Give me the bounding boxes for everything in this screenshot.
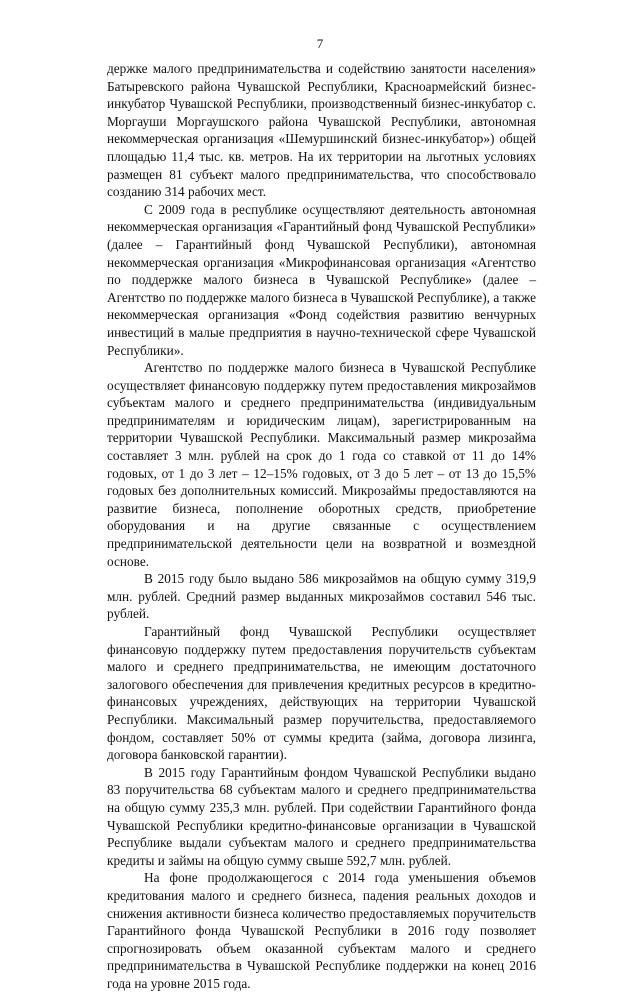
paragraph-microloans: Агентство по поддержке малого бизнеса в Чувашской Республике осуществляет финансовую поддержку путем предоставления микрозаймов субъектам малого и среднего предпринимательства (индивидуальным предпринимателям и юридическим лицам), зарегистрированным на территории Чувашской Республики. Максимальный размер микрозайма составляет 3 млн. рублей на срок до 1 года со ставкой от 11 до 14% годовых, от 1 до 3 лет – 12–15% годовых, от 3 до 5 лет – от 13 до 15,5% годовых без дополнительных комиссий. Микрозаймы предоставляются на развитие бизнеса, пополнение оборотных средств, приобретение оборудования и на другие связанные с осуществлением предпринимательской деятельности цели на возвратной и возмездной основе. bbox=[107, 360, 536, 569]
paragraph-microloans-2015: В 2015 году было выдано 586 микрозаймов на общую сумму 319,9 млн. рублей. Средний размер выданных микрозаймов составил 546 тыс. рублей. bbox=[107, 571, 536, 622]
paragraph-continuation: держке малого предпринимательства и содействию занятости населения» Батыревского района Чувашской Республики, Красноармейский бизнес-инкубатор Чувашской Республики, производственный бизнес-инкубатор с. Моргауши Моргаушского района Чувашской Республики, автономная некоммерческая организация «Шемуршинский бизнес-инкубатор») общей площадью 11,4 тыс. кв. метров. На их территории на льготных условиях размещен 81 субъект малого предпринимательства, что способствовало созданию 314 рабочих мест. bbox=[107, 61, 536, 200]
paragraph-guarantees-2015: В 2015 году Гарантийным фондом Чувашской Республики выдано 83 поручительства 68 субъектам малого и среднего предпринимательства на общую сумму 235,3 млн. рублей. При содействии Гарантийного фонда Чувашской Республики кредитно-финансовые организации в Чувашской Республике выдали субъектам малого и среднего предпринимательства кредиты и займы на общую сумму свыше 592,7 млн. рублей. bbox=[107, 764, 536, 868]
body-text bbox=[107, 60, 536, 992]
paragraph-guarantee-fund: Гарантийный фонд Чувашской Республики осуществляет финансовую поддержку путем предоставления поручительств субъектам малого и среднего предпринимательства, не имеющим достаточного залогового обеспечения для привлечения кредитных ресурсов в кредитно-финансовых учреждениях, действующих на территории Чувашской Республики. Максимальный размер поручительства, предоставляемого фондом, составляет 50% от суммы кредита (займа, договора лизинга, договора банковской гарантии). bbox=[107, 624, 536, 763]
paragraph-funds-overview: С 2009 года в республике осуществляют деятельность автономная некоммерческая организация «Гарантийный фонд Чувашской Республики» (далее – Гарантийный фонд Чувашской Республики), автономная некоммерческая организация «Микрофинансовая организация «Агентство по поддержке малого бизнеса в Чувашской Республике» (далее – Агентство по поддержке малого бизнеса в Чувашской Республике), а также некоммерческая организация «Фонд содействия развитию венчурных инвестиций в малые предприятия в научно-технической сфере Чувашской Республики». bbox=[107, 201, 536, 358]
paragraph-forecast-2016: На фоне продолжающегося с 2014 года уменьшения объемов кредитования малого и среднего бизнеса, падения реальных доходов и снижения активности бизнеса количество предоставляемых поручительств Гарантийного фонда Чувашской Республики в 2016 году позволяет спрогнозировать объем оказанной субъектам малого и среднего предпринимательства в Чувашской Республике поддержки на конец 2016 года на уровне 2015 года. bbox=[107, 870, 536, 991]
page-number: 7 bbox=[316, 36, 324, 51]
